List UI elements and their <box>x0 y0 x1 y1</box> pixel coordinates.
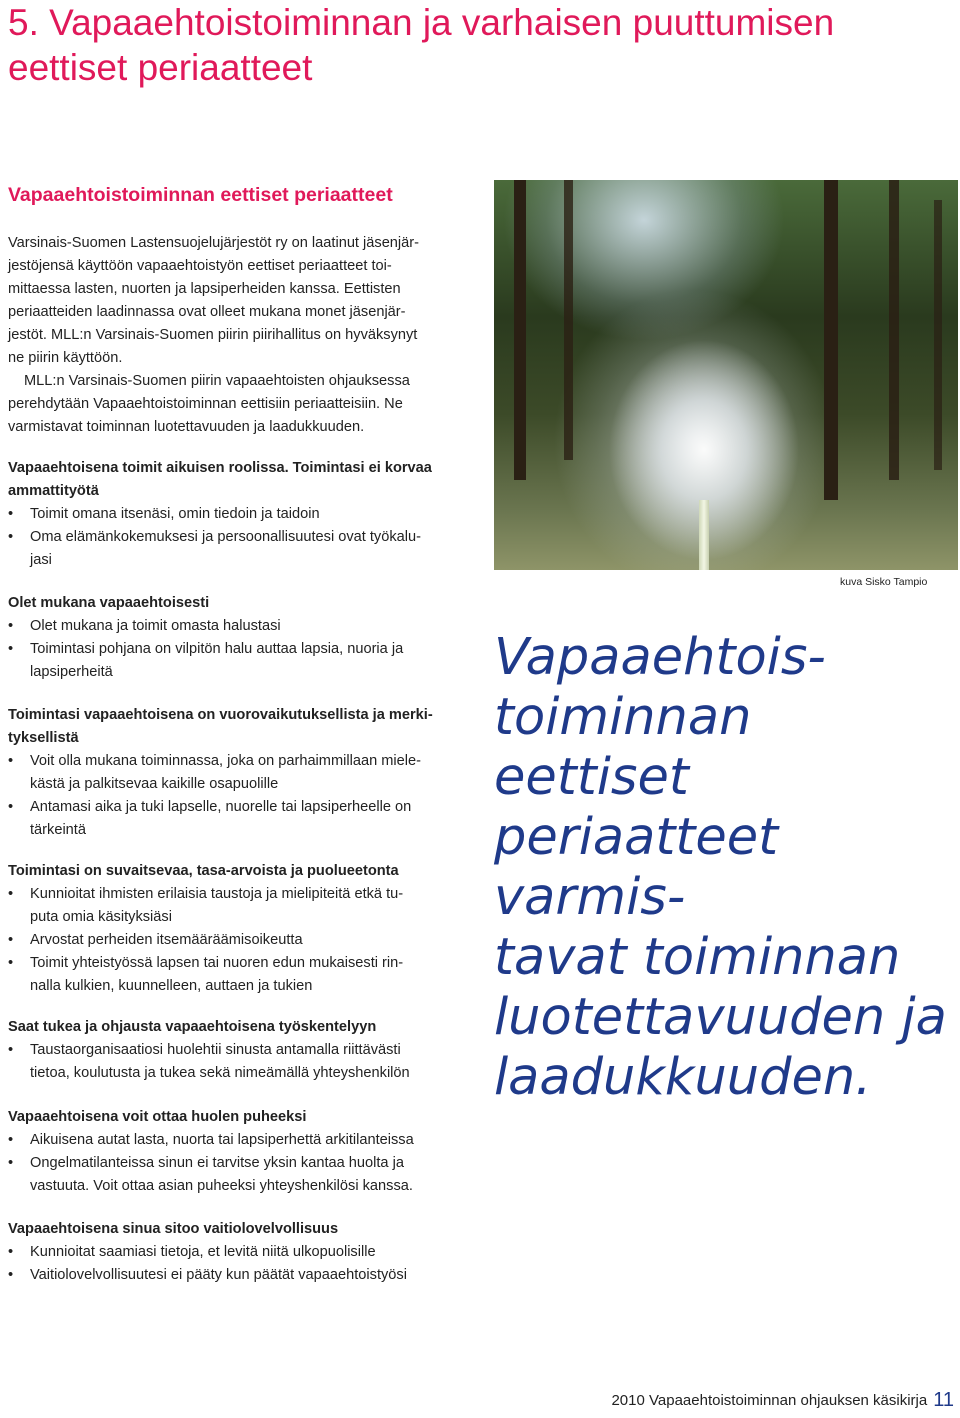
photo-credit: kuva Sisko Tampio <box>840 576 928 588</box>
list-item: • Oma elämänkokemuksesi ja persoonallisuutesi ovat työkalu- jasi <box>8 526 480 572</box>
principle-section-support <box>8 1016 480 1085</box>
bullet-list <box>8 503 480 572</box>
list-item: • Kunnioitat ihmisten erilaisia taustoja ja mielipiteitä etkä tu- puta omia käsityksiäsi <box>8 883 480 929</box>
section-heading: Vapaaehtoisena voit ottaa huolen puheeksi <box>8 1109 307 1125</box>
list-item: • Ongelmatilanteissa sinun ei tarvitse yksin kantaa huolta ja vastuuta. Voit ottaa asian puheeksi yhteyshenkilösi kanssa. <box>8 1152 480 1198</box>
page-number: 11 <box>933 1389 954 1411</box>
bullet-list <box>8 1039 480 1085</box>
page-title-line-1: 5. Vapaaehtoistoiminnan ja varhaisen puuttumisen <box>8 2 835 43</box>
bullet-list <box>8 750 480 842</box>
intro-paragraph-2: MLL:n Varsinais-Suomen piirin vapaaehtoisten ohjauksessa perehdytään Vapaaehtoistoiminnan eettisiin periaatteisiin. Ne varmistavat toiminnan luotettavuuden ja laadukkuuden. <box>8 373 410 435</box>
bullet-list <box>8 1129 480 1198</box>
bullet-list <box>8 615 480 684</box>
dandelion-forest-photo <box>494 180 958 570</box>
list-item: • Antamasi aika ja tuki lapselle, nuorelle tai lapsiperheelle on tärkeintä <box>8 796 480 842</box>
page-title-line-2: eettiset periaatteet <box>8 47 313 88</box>
list-item: • Vaitiolovelvollisuutesi ei pääty kun päätät vapaaehtoistyösi <box>8 1264 480 1287</box>
footer-text: 2010 Vapaaehtoistoiminnan ohjauksen käsikirja <box>611 1392 928 1409</box>
section-heading: Vapaaehtoisena toimit aikuisen roolissa. Toimintasi ei korvaa ammattityötä <box>8 460 432 499</box>
intro-paragraph-1: Varsinais-Suomen Lastensuojelujärjestöt ry on laatinut jäsenjär- jestöjensä käyttöön vapaaehtoistyön eettiset periaatteet toi- mittaessa lasten, nuorten ja lapsiperheiden kanssa. Eettisten periaatteiden laadinnassa ovat olleet mukana monet jäsenjär- jestöt. MLL:n Varsinais-Suomen piirin piirihallitus on hyväksynyt ne piirin käyttöön. <box>8 235 420 366</box>
list-item: • Toimintasi pohjana on vilpitön halu auttaa lapsia, nuoria ja lapsiperheitä <box>8 638 480 684</box>
principle-section-tolerance <box>8 860 480 998</box>
principle-section-voluntary <box>8 592 480 684</box>
section-heading: Saat tukea ja ohjausta vapaaehtoisena työskentelyyn <box>8 1019 377 1035</box>
section-heading: Vapaaehtoisena sinua sitoo vaitiolovelvollisuus <box>8 1221 339 1237</box>
section-subheading: Vapaaehtoistoiminnan eettiset periaatteet <box>8 184 393 206</box>
principle-section-adult-role <box>8 457 480 572</box>
list-item: • Toimit omana itsenäsi, omin tiedoin ja taidoin <box>8 503 480 526</box>
intro-text <box>8 232 480 439</box>
section-heading: Toimintasi on suvaitsevaa, tasa-arvoista ja puolueetonta <box>8 863 399 879</box>
bullet-list <box>8 883 480 998</box>
bullet-list <box>8 1241 480 1287</box>
list-item: • Aikuisena autat lasta, nuorta tai lapsiperhettä arkitilanteissa <box>8 1129 480 1152</box>
page-title <box>8 0 958 90</box>
pull-quote: Vapaaehtois- toiminnan eettiset periaatteet varmis- tavat toiminnan luotettavuuden ja laadukkuuden. <box>494 628 947 1107</box>
list-item: • Kunnioitat saamiasi tietoja, et levitä niitä ulkopuolisille <box>8 1241 480 1264</box>
list-item: • Voit olla mukana toiminnassa, joka on parhaimmillaan miele- kästä ja palkitsevaa kaikille osapuolille <box>8 750 480 796</box>
list-item: • Toimit yhteistyössä lapsen tai nuoren edun mukaisesti rin- nalla kulkien, kuunnelleen, auttaen ja tukien <box>8 952 480 998</box>
list-item: • Olet mukana ja toimit omasta halustasi <box>8 615 480 638</box>
principle-section-concern <box>8 1106 480 1198</box>
page-footer <box>611 1389 954 1412</box>
principle-section-interaction <box>8 704 480 842</box>
list-item: • Arvostat perheiden itsemääräämisoikeutta <box>8 929 480 952</box>
principle-section-confidentiality <box>8 1218 480 1287</box>
list-item: • Taustaorganisaatiosi huolehtii sinusta antamalla riittävästi tietoa, koulutusta ja tukea sekä nimeämällä yhteyshenkilön <box>8 1039 480 1085</box>
section-heading: Toimintasi vapaaehtoisena on vuorovaikutuksellista ja merki- tyksellistä <box>8 707 433 746</box>
section-heading: Olet mukana vapaaehtoisesti <box>8 595 210 611</box>
